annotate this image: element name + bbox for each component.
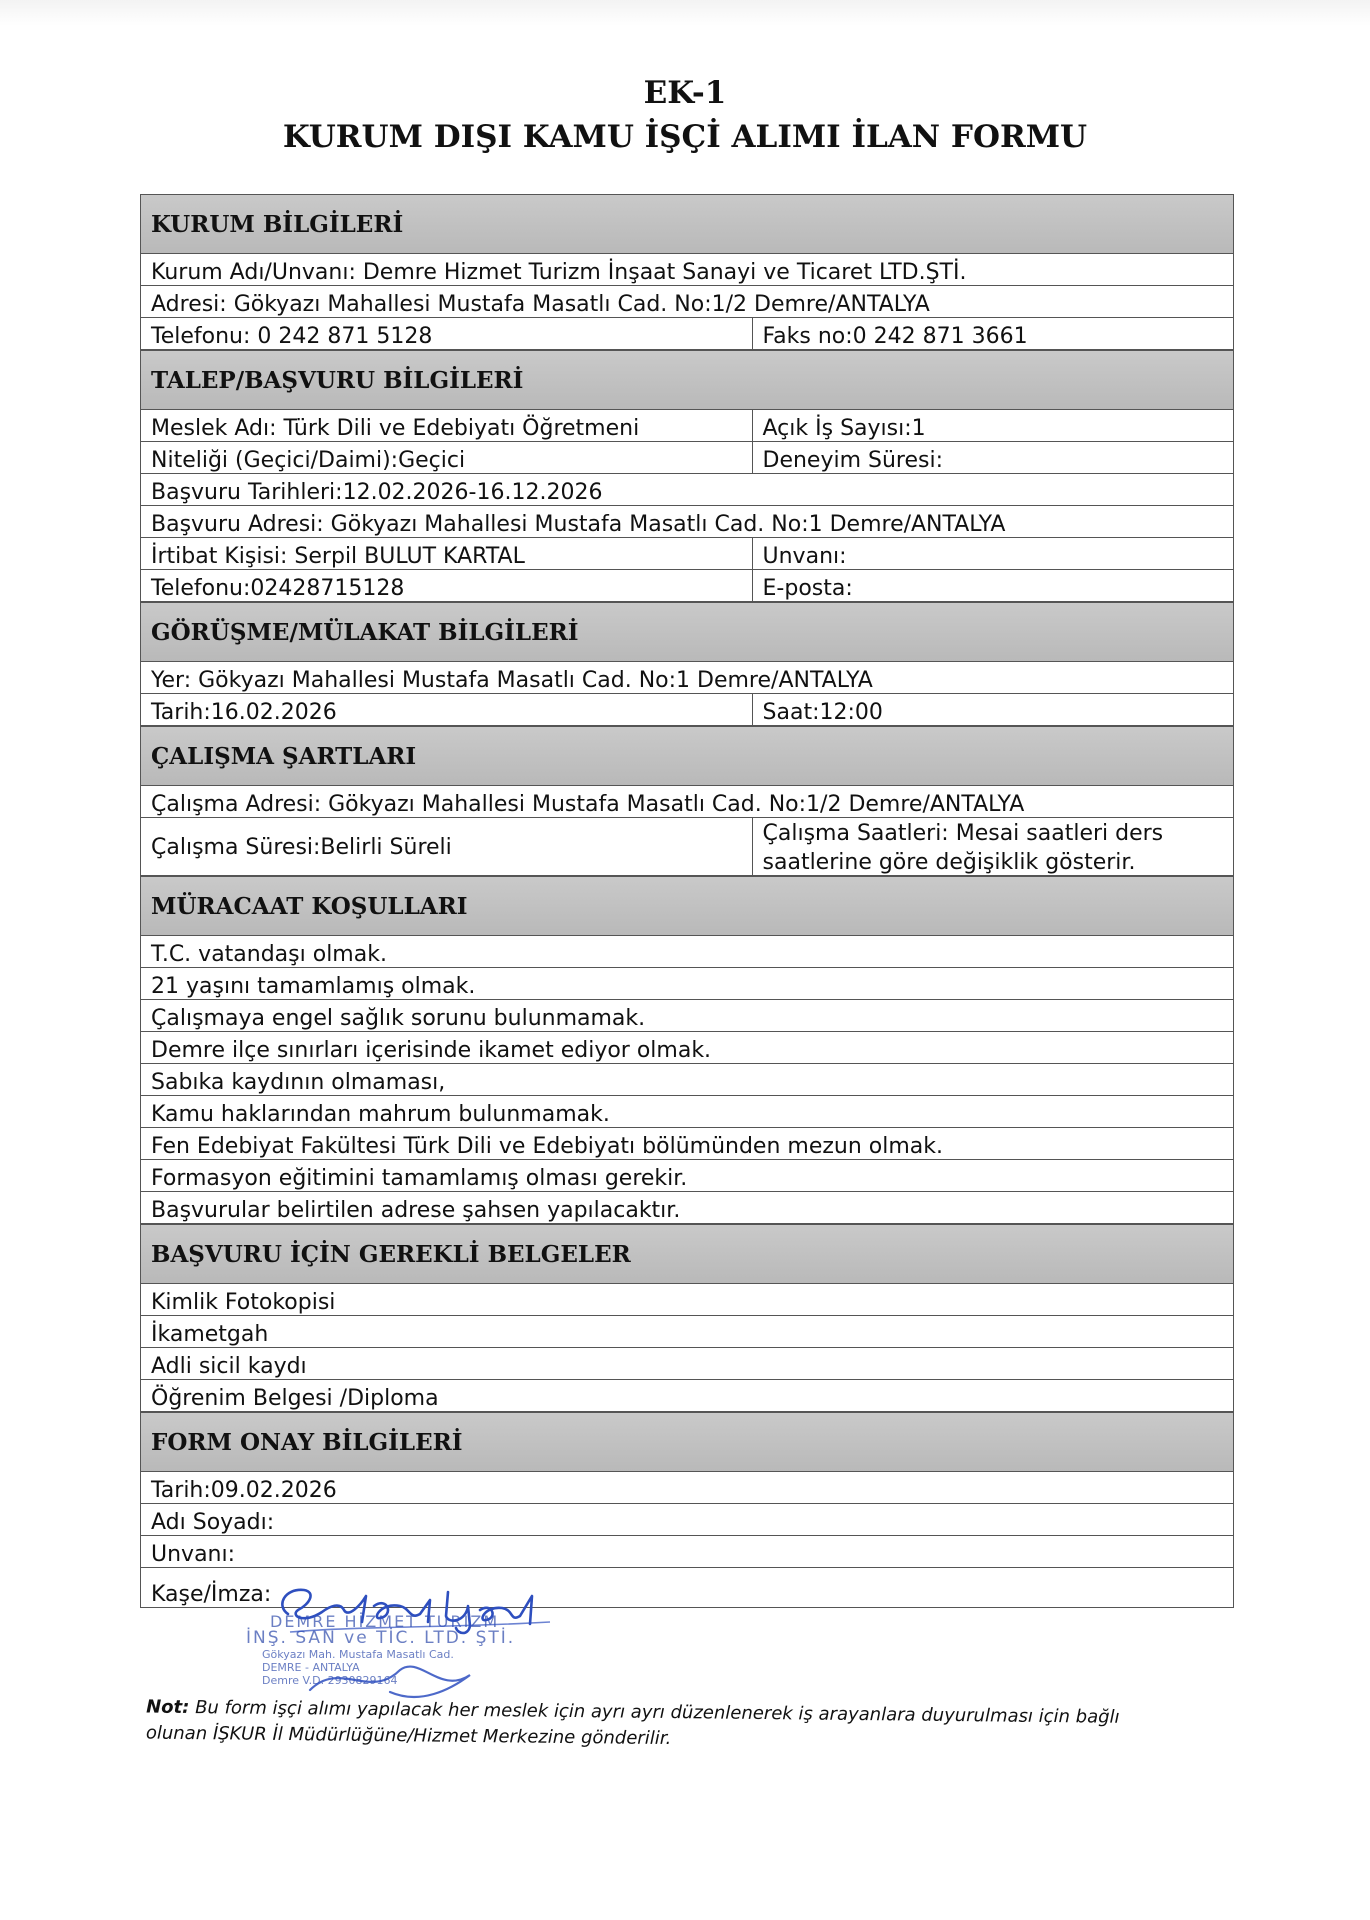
stamp-tax-line: Demre V.D. 2930829164 (262, 1674, 398, 1687)
kurum-adresi: Adresi: Gökyazı Mahallesi Mustafa Masatlı Cad. No:1/2 Demre/ANTALYA (151, 292, 930, 317)
list-item (140, 1128, 1234, 1160)
note-label: Not: (146, 1696, 190, 1719)
section-calisma: ÇALIŞMA ŞARTLARI (140, 726, 1234, 786)
row-calisma-adresi (140, 786, 1234, 818)
row-gorusme-yer (140, 662, 1234, 694)
list-item (140, 936, 1234, 968)
list-item (140, 1000, 1234, 1032)
gerekli-belge: Öğrenim Belgesi /Diploma (151, 1386, 439, 1411)
list-item (140, 1064, 1234, 1096)
calisma-adresi: Çalışma Adresi: Gökyazı Mahallesi Mustafa Masatlı Cad. No:1/2 Demre/ANTALYA (151, 792, 1025, 817)
irtibat-telefonu: Telefonu:02428715128 (141, 570, 753, 601)
onay-adi-soyadi: Adı Soyadı: (151, 1510, 275, 1535)
list-item (140, 1160, 1234, 1192)
row-nitelik (140, 442, 1234, 474)
calisma-suresi: Çalışma Süresi:Belirli Süreli (141, 818, 753, 875)
onay-unvani: Unvanı: (151, 1542, 236, 1567)
basvuru-tarihleri: Başvuru Tarihleri:12.02.2026-16.12.2026 (151, 480, 603, 505)
gerekli-belge: Kimlik Fotokopisi (151, 1290, 336, 1315)
job-posting-form (140, 194, 1234, 1608)
row-onay-adi (140, 1504, 1234, 1536)
gorusme-yeri: Yer: Gökyazı Mahallesi Mustafa Masatlı Cad. No:1 Demre/ANTALYA (151, 668, 873, 693)
muracaat-kosulu: Sabıka kaydının olmaması, (151, 1070, 446, 1095)
document-title: KURUM DIŞI KAMU İŞÇİ ALIMI İLAN FORMU (282, 119, 1088, 155)
list-item (140, 1032, 1234, 1064)
deneyim-suresi: Deneyim Süresi: (762, 448, 944, 473)
annex-label: EK-1 (643, 75, 727, 111)
onay-tarihi: Tarih:09.02.2026 (151, 1478, 337, 1503)
muracaat-kosulu: 21 yaşını tamamlamış olmak. (151, 974, 476, 999)
muracaat-kosulu: Demre ilçe sınırları içerisinde ikamet ediyor olmak. (151, 1038, 712, 1063)
stamp-address-line: Gökyazı Mah. Mustafa Masatlı Cad. (262, 1648, 454, 1661)
row-basvuru-adresi (140, 506, 1234, 538)
muracaat-kosulu: Başvurular belirtilen adrese şahsen yapılacaktır. (151, 1198, 681, 1223)
row-kurum-adresi (140, 286, 1234, 318)
irtibat-unvani: Unvanı: (762, 544, 847, 569)
section-onay: FORM ONAY BİLGİLERİ (140, 1412, 1234, 1472)
muracaat-kosulu: Fen Edebiyat Fakültesi Türk Dili ve Edebiyatı bölümünden mezun olmak. (151, 1134, 943, 1159)
scan-edge (0, 0, 1370, 26)
row-iletisim (140, 570, 1234, 602)
list-item (140, 1192, 1234, 1224)
kurum-telefon: Telefonu: 0 242 871 5128 (141, 318, 753, 349)
row-onay-unvan (140, 1536, 1234, 1568)
basvuru-adresi: Başvuru Adresi: Gökyazı Mahallesi Mustafa Masatlı Cad. No:1 Demre/ANTALYA (151, 512, 1006, 537)
section-belgeler: BAŞVURU İÇİN GEREKLİ BELGELER (140, 1224, 1234, 1284)
gorusme-tarihi: Tarih:16.02.2026 (141, 694, 753, 725)
row-kurum-adi (140, 254, 1234, 286)
signature-image (270, 1566, 570, 1636)
stamp-company-type: İNŞ. SAN ve TİC. LTD. ŞTİ. (246, 1628, 516, 1648)
irtibat-kisisi: İrtibat Kişisi: Serpil BULUT KARTAL (141, 538, 753, 569)
row-kurum-telefon (140, 318, 1234, 350)
kurum-adi: Kurum Adı/Unvanı: Demre Hizmet Turizm İnşaat Sanayi ve Ticaret LTD.ŞTİ. (151, 260, 967, 285)
irtibat-eposta: E-posta: (762, 576, 853, 601)
note-text: Bu form işçi alımı yapılacak her meslek için ayrı ayrı düzenlenerek iş arayanlara duyurulması için bağlı olunan İŞKUR İl Müdürlüğüne/Hizmet Merkezine gönderilir. (145, 1697, 1120, 1750)
stamp-company-line: DEMRE HİZMET TURİZM (270, 1612, 500, 1631)
meslek-adi: Meslek Adı: Türk Dili ve Edebiyatı Öğretmeni (141, 410, 753, 441)
gerekli-belge: İkametgah (151, 1322, 269, 1347)
stamp-city-line: DEMRE - ANTALYA (262, 1661, 360, 1674)
list-item (140, 1348, 1234, 1380)
muracaat-kosulu: Formasyon eğitimini tamamlamış olması gerekir. (151, 1166, 688, 1191)
gerekli-belge: Adli sicil kaydı (151, 1354, 307, 1379)
row-calisma-sure (140, 818, 1234, 876)
document-header (0, 72, 1370, 160)
list-item (140, 1316, 1234, 1348)
calisma-saatleri: Çalışma Saatleri: Mesai saatleri ders saatlerine göre değişiklik gösterir. (762, 820, 1164, 875)
section-kurum: KURUM BİLGİLERİ (140, 194, 1234, 254)
row-onay-tarih (140, 1472, 1234, 1504)
list-item (140, 1284, 1234, 1316)
muracaat-kosulu: Kamu haklarından mahrum bulunmamak. (151, 1102, 610, 1127)
footer-note (146, 1695, 1186, 1758)
section-gorusme: GÖRÜŞME/MÜLAKAT BİLGİLERİ (140, 602, 1234, 662)
row-irtibat (140, 538, 1234, 570)
gorusme-saati: Saat:12:00 (762, 700, 883, 725)
acik-is-sayisi: Açık İş Sayısı:1 (762, 416, 926, 441)
row-basvuru-tarihleri (140, 474, 1234, 506)
section-muracaat: MÜRACAAT KOŞULLARI (140, 876, 1234, 936)
row-gorusme-zaman (140, 694, 1234, 726)
list-item (140, 968, 1234, 1000)
kurum-faks: Faks no:0 242 871 3661 (762, 324, 1028, 349)
list-item (140, 1096, 1234, 1128)
niteligi: Niteliği (Geçici/Daimi):Geçici (141, 442, 753, 473)
muracaat-kosulu: T.C. vatandaşı olmak. (151, 942, 387, 967)
onay-kase-imza: Kaşe/İmza: (151, 1582, 272, 1607)
list-item (140, 1380, 1234, 1412)
muracaat-kosulu: Çalışmaya engel sağlık sorunu bulunmamak. (151, 1006, 646, 1031)
section-talep: TALEP/BAŞVURU BİLGİLERİ (140, 350, 1234, 410)
row-meslek (140, 410, 1234, 442)
